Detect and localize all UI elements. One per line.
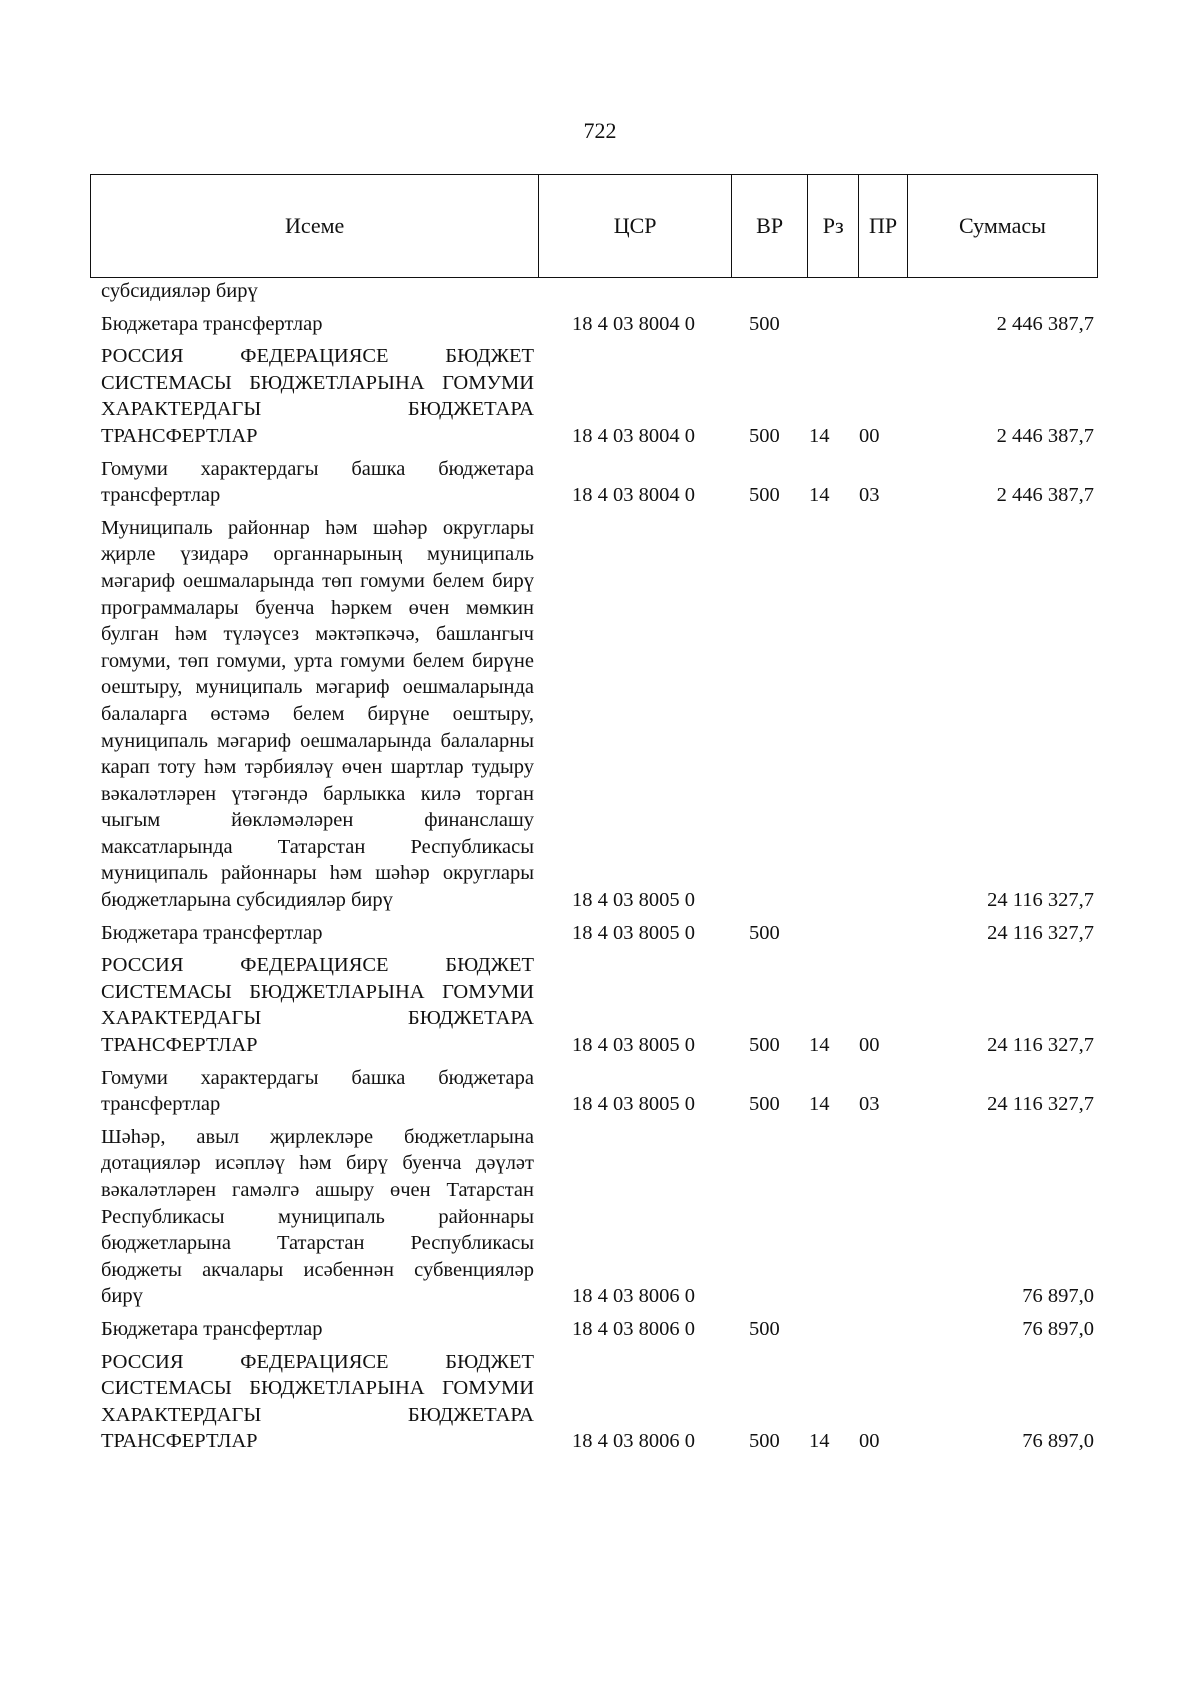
row-sum: 2 446 387,7 xyxy=(996,484,1094,507)
row-name: РОССИЯ ФЕДЕРАЦИЯСЕ БЮДЖЕТ СИСТЕМАСЫ БЮДЖЕТЛАРЫНА ГОМУМИ ХАРАКТЕРДАГЫ БЮДЖЕТАРА ТРАНСФЕРТЛАР xyxy=(101,345,534,447)
row-pr: 00 xyxy=(859,1034,880,1057)
row-sum: 24 116 327,7 xyxy=(987,1034,1094,1057)
table-row xyxy=(101,278,1098,305)
row-name: Муниципаль районнар һәм шәһәр округлары җирле үзидарә органнарының муниципаль мәгариф оешмаларында төп гомуми белем бирү программалары буенча һәркем өчен мөмкин булган һәм түләүсез мәктәпкәчә, башлангыч гомуми, төп гомуми, урта гомуми белем бирүне оештыру, муниципаль мәгариф оешмаларында балаларга өстәмә белем бирүне оештыру, муниципаль мәгариф оешмаларында балаларны карап тоту һәм тәрбияләү өчен шартлар тудыру вәкаләтләрен үтәгәндә барлыкка килә торган чыгым йөкләмәләрен финанслашу максатларында Татарстан Республикасы муниципаль районнары һәм шәһәр округлары бюджетларына субсидияләр бирү xyxy=(101,516,534,912)
row-csr: 18 4 03 8005 0 xyxy=(572,1034,695,1057)
table-row xyxy=(101,343,1098,449)
row-csr: 18 4 03 8005 0 xyxy=(572,1093,695,1116)
row-name: Шәһәр, авыл җирлекләре бюджетларына дотацияләр исәпләү һәм бирү буенча дәүләт вәкаләтләрен гамәлгә ашыру өчен Татарстан Республикасы муниципаль районнары бюджетларына Татарстан Республикасы бюджеты акчалары исәбеннән субвенцияләр бирү xyxy=(101,1125,534,1308)
row-csr: 18 4 03 8006 0 xyxy=(572,1285,695,1308)
table-row xyxy=(101,1065,1098,1118)
header-csr: ЦСР xyxy=(539,175,732,278)
row-csr: 18 4 03 8005 0 xyxy=(572,889,695,912)
row-csr: 18 4 03 8004 0 xyxy=(572,424,695,447)
row-sum: 24 116 327,7 xyxy=(987,921,1094,944)
row-name: РОССИЯ ФЕДЕРАЦИЯСЕ БЮДЖЕТ СИСТЕМАСЫ БЮДЖЕТЛАРЫНА ГОМУМИ ХАРАКТЕРДАГЫ БЮДЖЕТАРА ТРАНСФЕРТЛАР xyxy=(101,1350,534,1453)
row-name: Бюджетара трансфертлар xyxy=(101,1317,323,1340)
row-sum: 24 116 327,7 xyxy=(987,1093,1094,1116)
row-pr: 03 xyxy=(859,1093,880,1116)
header-vr: ВР xyxy=(731,175,808,278)
table-row xyxy=(101,311,1098,338)
table-row xyxy=(101,1349,1098,1455)
row-sum: 76 897,0 xyxy=(1022,1430,1094,1453)
header-pr: ПР xyxy=(859,175,908,278)
row-csr: 18 4 03 8004 0 xyxy=(572,312,695,335)
table-row xyxy=(101,952,1098,1058)
row-name: Бюджетара трансфертлар xyxy=(101,312,323,335)
row-csr: 18 4 03 8006 0 xyxy=(572,1430,695,1453)
table-row xyxy=(101,456,1098,509)
row-vr: 500 xyxy=(749,921,780,944)
row-sum: 76 897,0 xyxy=(1022,1285,1094,1308)
header-name: Исеме xyxy=(91,175,539,278)
header-sum: Суммасы xyxy=(907,175,1097,278)
table-row xyxy=(101,1316,1098,1343)
row-name: Гомуми характердагы башка бюджетара трансфертлар xyxy=(101,1066,534,1116)
row-rz: 14 xyxy=(809,484,830,507)
table-body xyxy=(101,278,1098,1455)
row-vr: 500 xyxy=(749,1093,780,1116)
table-row xyxy=(101,515,1098,914)
row-vr: 500 xyxy=(749,1034,780,1057)
row-rz: 14 xyxy=(809,424,830,447)
row-vr: 500 xyxy=(749,484,780,507)
row-rz: 14 xyxy=(809,1430,830,1453)
row-csr: 18 4 03 8005 0 xyxy=(572,921,695,944)
row-pr: 03 xyxy=(859,484,880,507)
row-rz: 14 xyxy=(809,1034,830,1057)
row-csr: 18 4 03 8004 0 xyxy=(572,484,695,507)
table-row xyxy=(101,1124,1098,1310)
page-number: 722 xyxy=(583,118,617,143)
row-pr: 00 xyxy=(859,424,880,447)
header-rz: Рз xyxy=(808,175,859,278)
table-header xyxy=(90,174,1098,278)
row-vr: 500 xyxy=(749,312,780,335)
row-sum: 24 116 327,7 xyxy=(987,889,1094,912)
row-sum: 2 446 387,7 xyxy=(996,424,1094,447)
row-rz: 14 xyxy=(809,1093,830,1116)
row-vr: 500 xyxy=(749,424,780,447)
row-name: Бюджетара трансфертлар xyxy=(101,921,323,944)
row-sum: 76 897,0 xyxy=(1022,1317,1094,1340)
row-name: субсидияләр бирү xyxy=(101,280,258,302)
row-name: Гомуми характердагы башка бюджетара трансфертлар xyxy=(101,457,534,507)
row-sum: 2 446 387,7 xyxy=(996,312,1094,335)
row-vr: 500 xyxy=(749,1317,780,1340)
row-csr: 18 4 03 8006 0 xyxy=(572,1317,695,1340)
row-pr: 00 xyxy=(859,1430,880,1453)
row-name: РОССИЯ ФЕДЕРАЦИЯСЕ БЮДЖЕТ СИСТЕМАСЫ БЮДЖЕТЛАРЫНА ГОМУМИ ХАРАКТЕРДАГЫ БЮДЖЕТАРА ТРАНСФЕРТЛАР xyxy=(101,954,534,1057)
table-row xyxy=(101,920,1098,947)
row-vr: 500 xyxy=(749,1430,780,1453)
